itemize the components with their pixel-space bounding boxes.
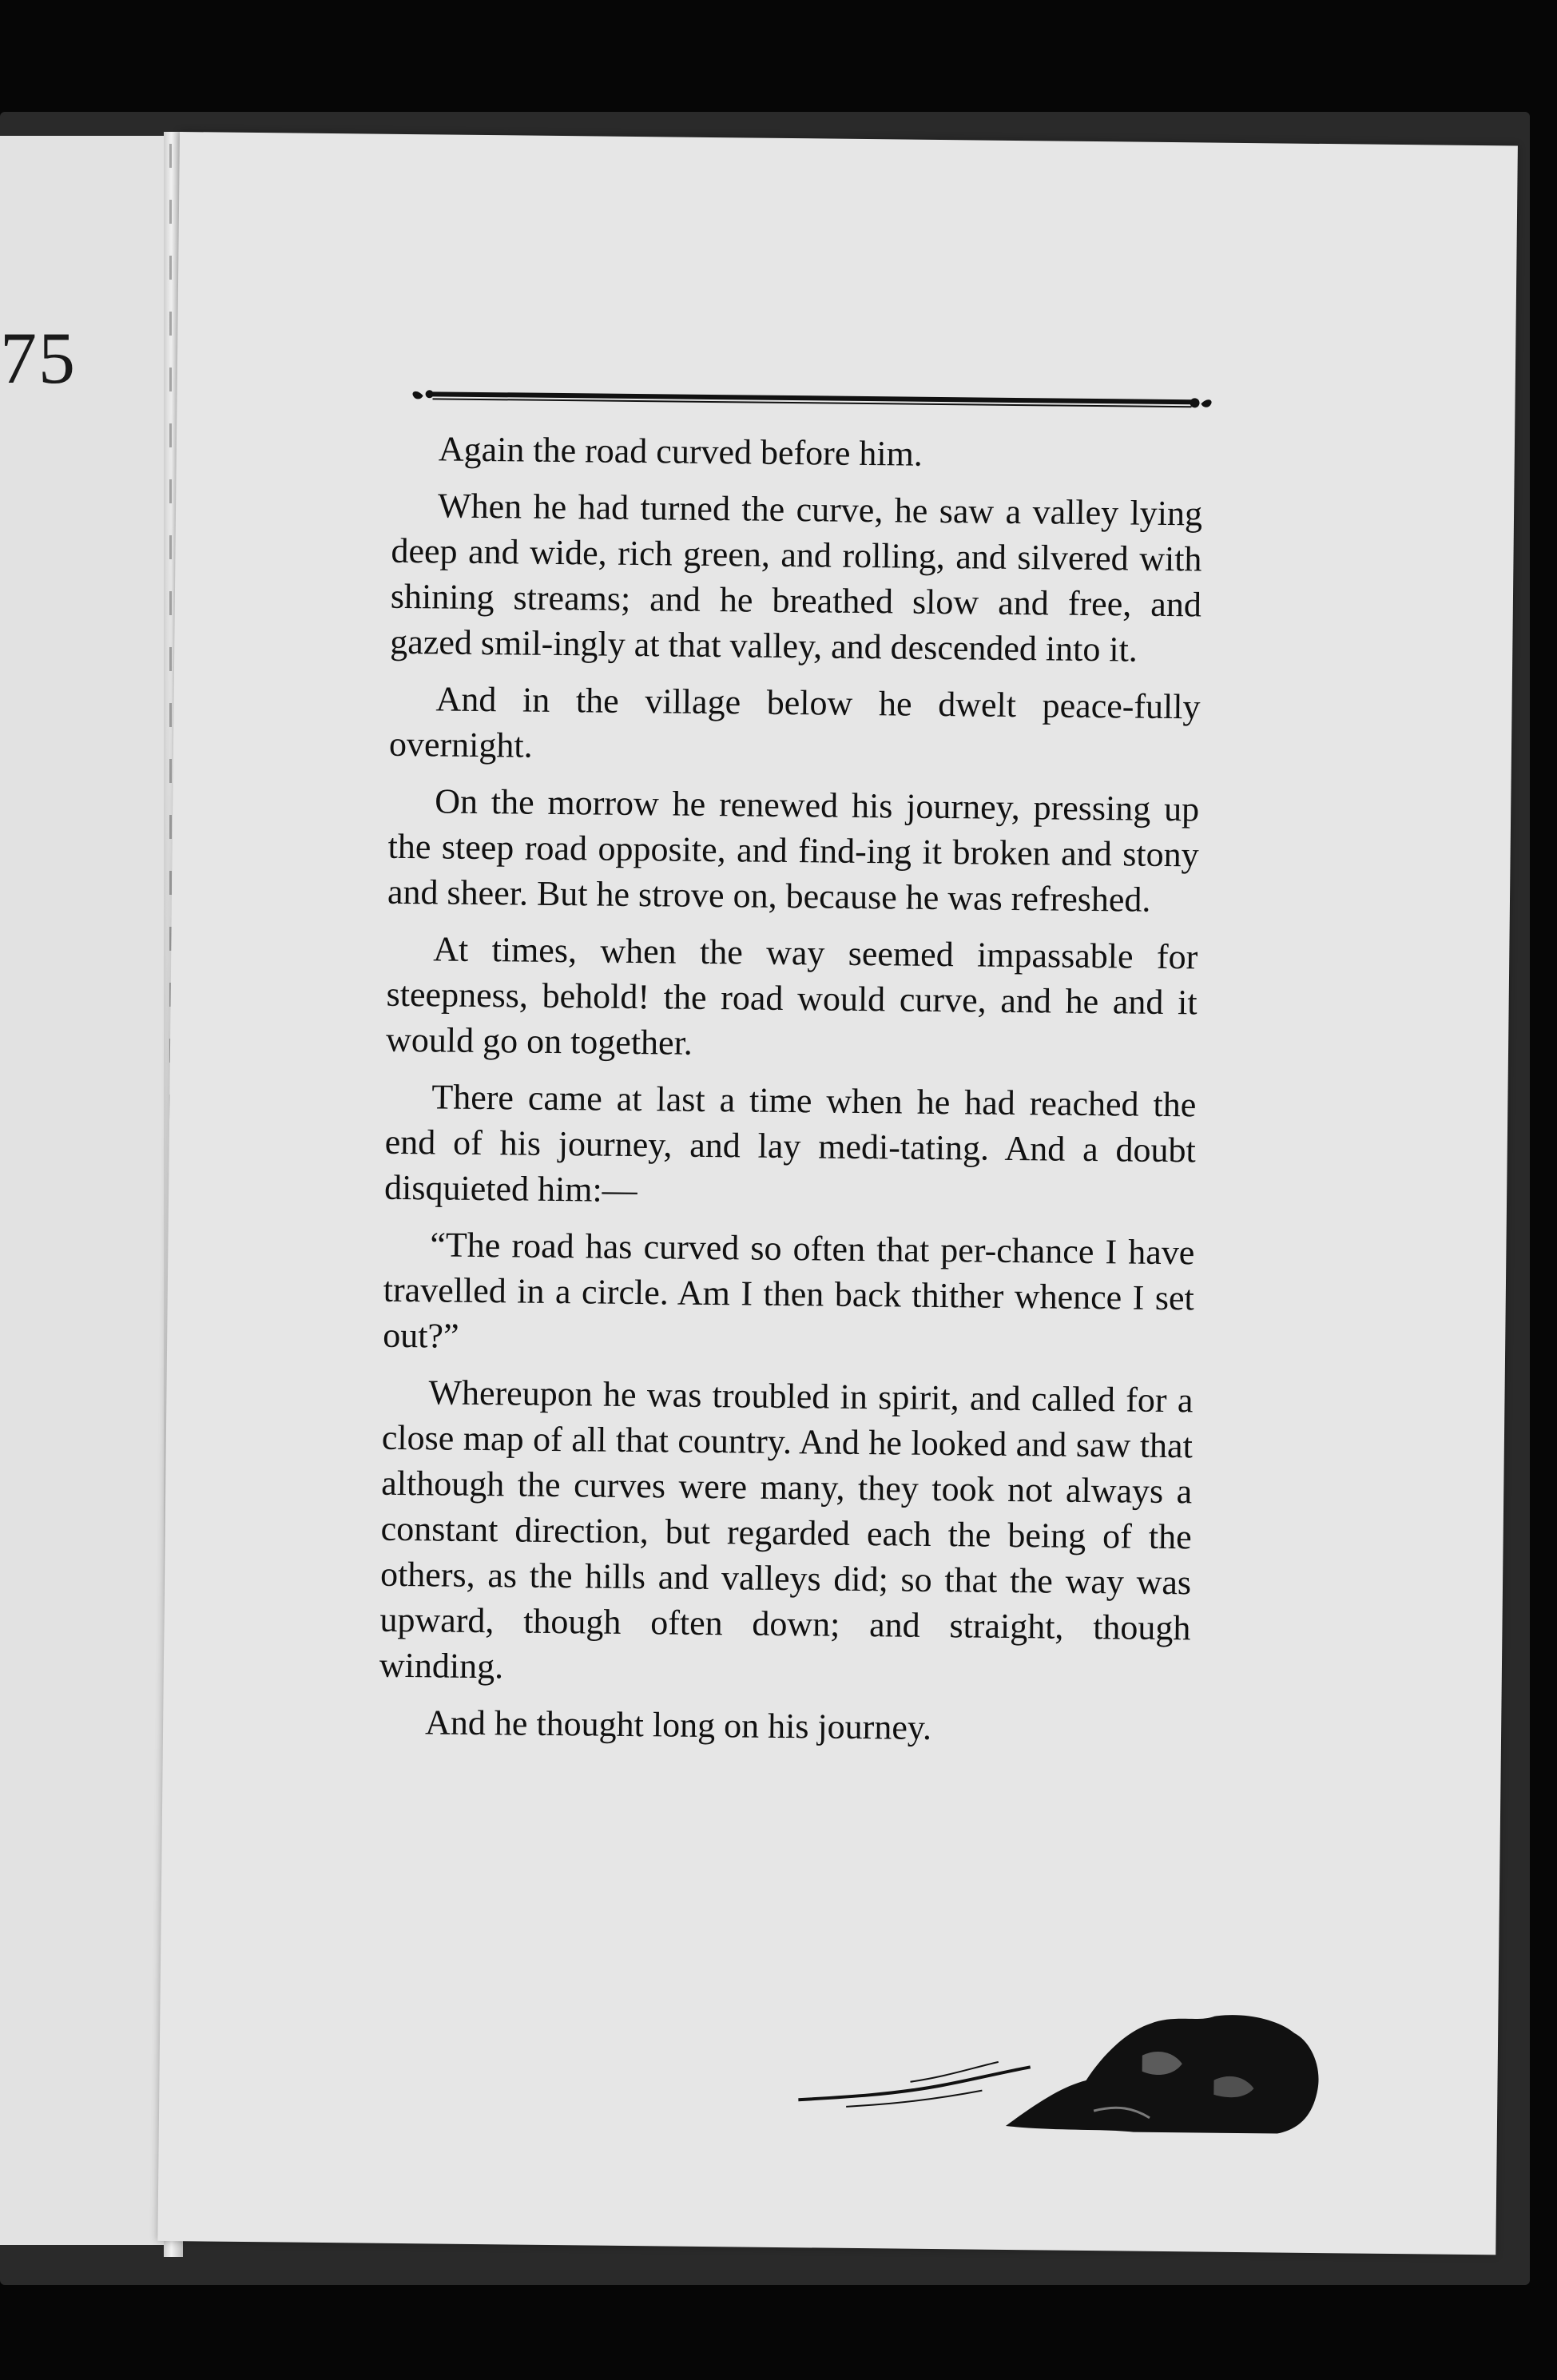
right-page bbox=[157, 132, 1518, 2255]
paragraph-2: When he had turned the curve, he saw a valley lying deep and wide, rich green, and rolling, and silvered with shining streams; and he breathed slow and free, and gazed smil-ingly at that valley, and descended into it. bbox=[390, 486, 1203, 669]
paragraph-4: On the morrow he renewed his journey, pressing up the steep road opposite, and find-ing it broken and stony and sheer. But he strove on, because he was refreshed. bbox=[387, 781, 1200, 920]
paragraph-8: Whereupon he was troubled in spirit, and called for a close map of all that country. And he looked and saw that although the curves were many, they took not always a constant direction, but regarded each the being of the others, as the hills and valleys did; so that the way was upward, though often down; and straight, though winding. bbox=[379, 1373, 1194, 1687]
paragraph-7: “The road has curved so often that per-chance I have travelled in a circle. Am I then back thither whence I set out?” bbox=[382, 1225, 1195, 1356]
left-page bbox=[0, 136, 172, 2245]
decorative-rule-icon bbox=[408, 383, 1215, 416]
paragraph-1: Again the road curved before him. bbox=[438, 429, 923, 474]
landscape-vignette-icon bbox=[798, 2004, 1327, 2137]
body-text bbox=[379, 426, 1203, 1765]
paragraph-5: At times, when the way seemed impassable for steepness, behold! the road would curve, and he and it would go on together. bbox=[385, 929, 1198, 1063]
paragraph-3: And in the village below he dwelt peace-fully overnight. bbox=[388, 679, 1201, 765]
paragraph-6: There came at last a time when he had reached the end of his journey, and lay medi-tating. And a doubt disquieted him:— bbox=[383, 1077, 1197, 1210]
left-page-number: 75 bbox=[0, 317, 77, 399]
paragraph-9: And he thought long on his journey. bbox=[424, 1703, 932, 1747]
